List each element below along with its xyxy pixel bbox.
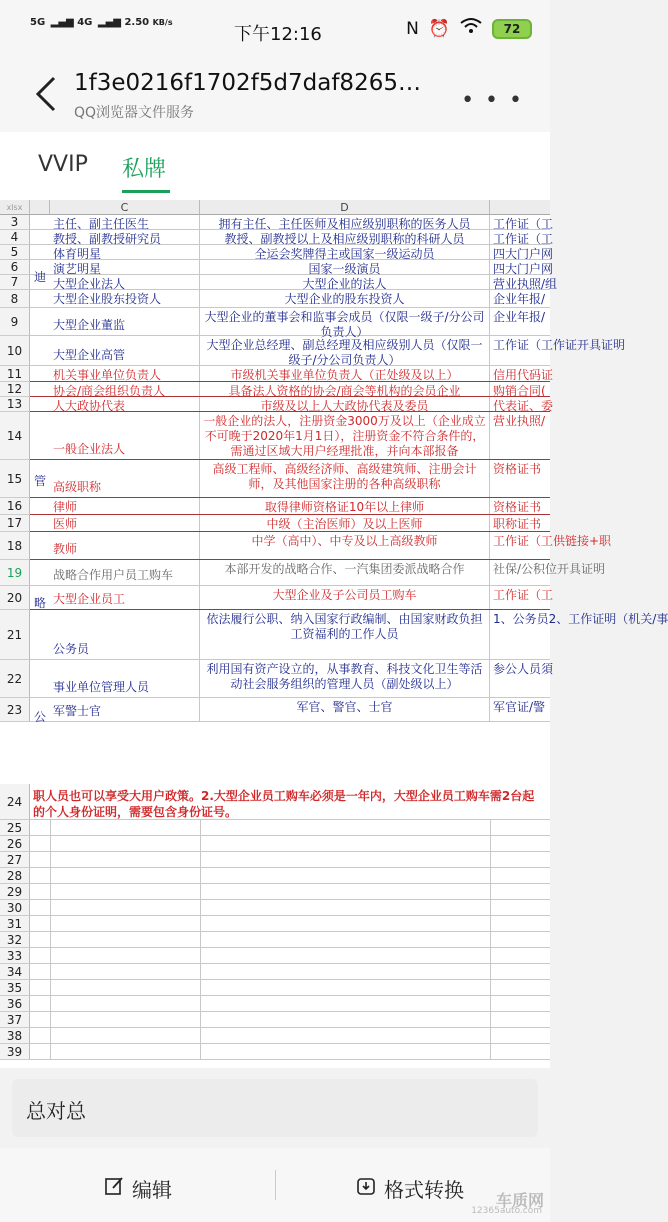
- network-5g-label: 5G: [30, 17, 46, 28]
- nfc-icon: N: [406, 18, 419, 39]
- cell-d[interactable]: 大型企业及子公司员工购车: [200, 586, 490, 609]
- table-row[interactable]: [30, 900, 550, 916]
- grid-line: [490, 868, 491, 884]
- side-label: 公: [33, 710, 46, 724]
- grid-line: [50, 1044, 51, 1060]
- cell-e[interactable]: 职称证书: [493, 517, 542, 531]
- note-line: 的个人身份证明，需要包含身份证号。: [33, 805, 238, 819]
- cell-e[interactable]: 工作证（工: [493, 232, 554, 246]
- col-header-c[interactable]: C: [50, 200, 200, 215]
- cell-c[interactable]: 大型企业股东投资人: [50, 290, 200, 307]
- table-row[interactable]: [30, 868, 550, 884]
- row-number[interactable]: 21: [0, 610, 30, 660]
- cell-d[interactable]: 高级工程师、高级经济师、高级建筑师、注册会计师，及其他国家注册的各种高级职称: [200, 460, 490, 497]
- row-number[interactable]: 15: [0, 460, 30, 498]
- edit-button[interactable]: [104, 1174, 172, 1203]
- grid-line: [200, 1012, 201, 1028]
- grid-line: [200, 1028, 201, 1044]
- grid-line: [50, 996, 51, 1012]
- cell-e[interactable]: 工作证（工: [493, 588, 554, 602]
- grid-line: [200, 900, 201, 916]
- row-number[interactable]: 14: [0, 412, 30, 460]
- grid-line: [50, 980, 51, 996]
- tab-private[interactable]: 私牌: [122, 157, 167, 182]
- row-number[interactable]: 18: [0, 532, 30, 560]
- cell-d[interactable]: 依法履行公职、纳入国家行政编制、由国家财政负担工资福利的工作人员: [200, 610, 490, 659]
- grid-line: [200, 948, 201, 964]
- status-icons: [406, 18, 532, 39]
- title-bar: [0, 56, 550, 132]
- cell-c[interactable]: 战略合作用户员工购车: [50, 560, 200, 585]
- row-number[interactable]: 33: [0, 948, 30, 964]
- cell-c[interactable]: 公务员: [50, 610, 200, 659]
- cell-d[interactable]: 取得律师资格证10年以上律师: [200, 498, 490, 514]
- cell-d[interactable]: 军官、警官、士官: [200, 698, 490, 721]
- row-number[interactable]: 16: [0, 498, 30, 515]
- row-number[interactable]: 5: [0, 245, 30, 260]
- row-number[interactable]: 26: [0, 836, 30, 852]
- cell-d[interactable]: 大型企业的股东投资人: [200, 290, 490, 307]
- cell-d[interactable]: 中学（高中）、中专及以上高级教师: [200, 532, 490, 559]
- table-row[interactable]: [30, 1044, 550, 1060]
- table-row[interactable]: [30, 498, 550, 515]
- network-indicator: [30, 18, 173, 28]
- grid-line: [200, 980, 201, 996]
- cell-e[interactable]: 社保/公积位开具证明: [493, 562, 606, 576]
- table-row[interactable]: [30, 230, 554, 246]
- grid-line: [490, 884, 491, 900]
- table-row[interactable]: [30, 980, 550, 996]
- grid-line: [200, 932, 201, 948]
- row-number[interactable]: 37: [0, 1012, 30, 1028]
- row-number[interactable]: 24: [0, 784, 30, 820]
- sheet-tab[interactable]: [12, 1079, 538, 1137]
- col-header-e[interactable]: [490, 200, 550, 215]
- grid-line: [200, 836, 201, 852]
- row-number[interactable]: 13: [0, 397, 30, 412]
- table-row[interactable]: [30, 560, 606, 586]
- table-row[interactable]: [30, 996, 550, 1012]
- grid-line: [50, 884, 51, 900]
- grid-line: [50, 852, 51, 868]
- cell-e[interactable]: 企业年报/: [493, 310, 546, 324]
- more-icon[interactable]: • • •: [461, 88, 524, 113]
- row-number[interactable]: 19: [0, 560, 30, 586]
- cell-d[interactable]: 教授、副教授以上及相应级别职称的科研人员: [200, 230, 490, 244]
- grid-line: [50, 900, 51, 916]
- grid-line: [50, 964, 51, 980]
- table-row[interactable]: [30, 532, 612, 560]
- toolbar-divider: [275, 1170, 276, 1200]
- table-row[interactable]: [30, 964, 550, 980]
- cell-c[interactable]: 演艺明星: [50, 260, 200, 274]
- row-number[interactable]: 36: [0, 996, 30, 1012]
- grid-line: [490, 980, 491, 996]
- cell-c[interactable]: 律师: [50, 498, 200, 514]
- grid-line: [490, 916, 491, 932]
- grid-line: [200, 996, 201, 1012]
- side-label: 略: [33, 596, 46, 610]
- row-number[interactable]: 7: [0, 275, 30, 290]
- row-number[interactable]: 39: [0, 1044, 30, 1060]
- cell-e[interactable]: 四大门户网: [493, 262, 554, 276]
- table-row[interactable]: [30, 336, 626, 367]
- cell-e[interactable]: 资格证书: [493, 500, 542, 514]
- cell-d[interactable]: 市级机关事业单位负责人（正处级及以上）: [200, 366, 490, 381]
- cell-c[interactable]: 大型企业法人: [50, 275, 200, 289]
- cell-d[interactable]: 全运会奖牌得主或国家一级运动员: [200, 245, 490, 259]
- cell-c[interactable]: 高级职称: [50, 460, 200, 497]
- table-row[interactable]: [30, 412, 550, 460]
- tab-bar: [0, 132, 550, 200]
- row-number[interactable]: 17: [0, 515, 30, 532]
- grid-line: [490, 964, 491, 980]
- table-row[interactable]: [30, 245, 554, 261]
- cell-e[interactable]: 信用代码证: [493, 368, 554, 382]
- cell-e[interactable]: 工作证（工: [493, 217, 554, 231]
- grid-line: [490, 836, 491, 852]
- back-icon[interactable]: [32, 74, 60, 114]
- cell-c[interactable]: 军警士官: [50, 698, 200, 721]
- table-row[interactable]: [30, 586, 554, 610]
- table-row[interactable]: [30, 460, 550, 498]
- table-row[interactable]: [30, 852, 550, 868]
- cell-d[interactable]: 大型企业的董事会和监事会成员（仅限一级子/分公司负责人）: [200, 308, 490, 335]
- cell-c[interactable]: 人大政协代表: [50, 397, 200, 411]
- grid-line: [50, 1028, 51, 1044]
- cell-e[interactable]: 代表证、委: [493, 399, 554, 413]
- cell-c[interactable]: 一般企业法人: [50, 412, 200, 459]
- cell-c[interactable]: 大型企业高管: [50, 336, 200, 365]
- row-number[interactable]: 38: [0, 1028, 30, 1044]
- side-label: 迪: [33, 270, 46, 284]
- grid-line: [490, 948, 491, 964]
- table-row[interactable]: [30, 215, 554, 231]
- cell-d[interactable]: 市级及以上人大政协代表及委员: [200, 397, 490, 411]
- cell-d[interactable]: 国家一级演员: [200, 260, 490, 274]
- row-number[interactable]: 28: [0, 868, 30, 884]
- cell-e[interactable]: 工作证（工供链接+职: [493, 534, 612, 548]
- table-row[interactable]: [30, 1028, 550, 1044]
- row-number[interactable]: 8: [0, 290, 30, 308]
- cell-c[interactable]: 教授、副教授研究员: [50, 230, 200, 244]
- tab-underline: [122, 190, 170, 193]
- grid-line: [490, 996, 491, 1012]
- convert-icon: [356, 1176, 376, 1201]
- grid-line: [50, 916, 51, 932]
- cell-d[interactable]: 具备法人资格的协会/商会等机构的会员企业: [200, 382, 490, 396]
- cell-e[interactable]: 1、公务员2、工作证明（机关/事: [493, 612, 668, 626]
- row-number[interactable]: 27: [0, 852, 30, 868]
- clock: 下午12:16: [234, 24, 322, 45]
- grid-line: [200, 820, 201, 836]
- row-number[interactable]: 6: [0, 260, 30, 275]
- cell-e[interactable]: 军官证/警: [493, 700, 546, 714]
- convert-label: 格式转换: [384, 1178, 464, 1202]
- grid-line: [490, 932, 491, 948]
- row-number[interactable]: 22: [0, 660, 30, 698]
- grid-line: [200, 964, 201, 980]
- cell-d[interactable]: 一般企业的法人，注册资金3000万及以上（企业成立不可晚于2020年1月1日），注册资金不符合条件的，需通过区域大用户经理批准，并向本部报备: [200, 412, 490, 459]
- row-number[interactable]: 35: [0, 980, 30, 996]
- row-number[interactable]: 30: [0, 900, 30, 916]
- table-row[interactable]: [30, 948, 550, 964]
- table-row[interactable]: [30, 698, 550, 722]
- table-row[interactable]: [30, 820, 550, 836]
- grid-line: [50, 1012, 51, 1028]
- edit-icon: [104, 1176, 124, 1201]
- cell-c[interactable]: 机关事业单位负责人: [50, 366, 200, 381]
- cell-c[interactable]: 教师: [50, 532, 200, 559]
- row-number[interactable]: 20: [0, 586, 30, 610]
- bottom-toolbar: [0, 1148, 550, 1222]
- alarm-icon: ⏰: [428, 18, 450, 39]
- cell-e[interactable]: 企业年报/: [493, 292, 546, 306]
- table-row[interactable]: [30, 660, 554, 698]
- table-row[interactable]: [30, 836, 550, 852]
- grid-line: [200, 868, 201, 884]
- file-subtitle: QQ浏览器文件服务: [74, 105, 195, 121]
- cell-d[interactable]: 本部开发的战略合作、一汽集团委派战略合作: [200, 560, 490, 585]
- grid-line: [490, 1012, 491, 1028]
- col-header-b[interactable]: [30, 200, 50, 215]
- row-number[interactable]: 29: [0, 884, 30, 900]
- grid-line: [490, 1044, 491, 1060]
- grid-line: [50, 836, 51, 852]
- table-row[interactable]: [30, 515, 550, 532]
- status-bar: [0, 0, 550, 56]
- grid-line: [200, 852, 201, 868]
- table-row[interactable]: [30, 1012, 550, 1028]
- col-header-d[interactable]: D: [200, 200, 490, 215]
- signal-icon: ▂▄▆: [97, 17, 121, 28]
- grid-line: [200, 916, 201, 932]
- cell-d[interactable]: 大型企业的法人: [200, 275, 490, 289]
- grid-line: [50, 820, 51, 836]
- sheet-name: 总对总: [26, 1099, 86, 1123]
- table-row[interactable]: [30, 308, 550, 339]
- cell-c[interactable]: 医师: [50, 515, 200, 531]
- table-row[interactable]: [30, 610, 668, 660]
- cell-e[interactable]: 营业执照/: [493, 414, 546, 428]
- watermark-url: 12365auto.com: [471, 1206, 542, 1216]
- battery-icon: 72: [492, 19, 532, 39]
- cell-c[interactable]: 大型企业员工: [50, 586, 200, 609]
- cell-e[interactable]: 工作证（工作证开具证明: [493, 338, 626, 352]
- row-number[interactable]: 31: [0, 916, 30, 932]
- cell-e[interactable]: 资格证书: [493, 462, 542, 476]
- row-number[interactable]: 10: [0, 336, 30, 366]
- row-number[interactable]: 9: [0, 308, 30, 336]
- cell-d[interactable]: 大型企业总经理、副总经理及相应级别人员（仅限一级子/分公司负责人）: [200, 336, 490, 365]
- cell-d[interactable]: 拥有主任、主任医师及相应级别职称的医务人员: [200, 215, 490, 229]
- cell-d[interactable]: 利用国有资产设立的，从事教育、科技文化卫生等活动社会服务组织的管理人员（副处级以上）: [200, 660, 490, 697]
- grid-line: [490, 900, 491, 916]
- cell-e[interactable]: 参公人员須: [493, 662, 554, 676]
- row-number[interactable]: 4: [0, 230, 30, 245]
- edit-label: 编辑: [132, 1178, 172, 1202]
- cell-c[interactable]: 大型企业董监: [50, 308, 200, 335]
- table-row[interactable]: [30, 382, 550, 397]
- table-row[interactable]: [30, 260, 554, 276]
- wifi-icon: [460, 18, 482, 39]
- cell-c[interactable]: 体育明星: [50, 245, 200, 259]
- grid-line: [490, 820, 491, 836]
- table-row[interactable]: [30, 916, 550, 932]
- table-row[interactable]: [30, 366, 554, 382]
- row-number[interactable]: 3: [0, 215, 30, 230]
- row-number[interactable]: 25: [0, 820, 30, 836]
- table-row[interactable]: [30, 290, 550, 308]
- tab-vvip[interactable]: VVIP: [38, 152, 88, 177]
- cell-e[interactable]: 四大门户网: [493, 247, 554, 261]
- spreadsheet[interactable]: [0, 200, 668, 1068]
- grid-line: [490, 852, 491, 868]
- convert-format-button[interactable]: [356, 1174, 464, 1203]
- grid-line: [50, 868, 51, 884]
- grid-line: [50, 948, 51, 964]
- table-row[interactable]: [30, 275, 558, 291]
- corner-cell: xlsx: [0, 200, 30, 215]
- network-4g-label: 4G: [77, 17, 93, 28]
- net-speed-unit: KB/s: [152, 18, 173, 27]
- watermark-logo: 车质网: [495, 1191, 544, 1210]
- cell-c[interactable]: 协会/商会组织负责人: [50, 382, 200, 396]
- grid-line: [200, 1044, 201, 1060]
- table-row[interactable]: [30, 784, 550, 820]
- cell-c[interactable]: 事业单位管理人员: [50, 660, 200, 697]
- row-number[interactable]: 34: [0, 964, 30, 980]
- cell-e[interactable]: 购销合同(: [493, 384, 546, 398]
- table-row[interactable]: [30, 397, 554, 413]
- cell-e[interactable]: 营业执照/组: [493, 277, 558, 291]
- row-number[interactable]: 11: [0, 366, 30, 382]
- grid-line: [50, 932, 51, 948]
- row-number[interactable]: 23: [0, 698, 30, 722]
- side-label: 管: [33, 474, 46, 488]
- file-title: 1f3e0216f1702f5d7daf8265…: [74, 70, 421, 96]
- row-number[interactable]: 32: [0, 932, 30, 948]
- note-line: 职人员也可以享受大用户政策。2.大型企业员工购车必须是一年内，大型企业员工购车需2台起: [33, 789, 535, 803]
- cell-c[interactable]: 主任、副主任医生: [50, 215, 200, 229]
- grid-line: [200, 884, 201, 900]
- cell-d[interactable]: 中级（主治医师）及以上医师: [200, 515, 490, 531]
- table-row[interactable]: [30, 884, 550, 900]
- signal-icon: ▂▄▆: [50, 17, 74, 28]
- table-row[interactable]: [30, 932, 550, 948]
- row-number[interactable]: 12: [0, 382, 30, 397]
- net-speed: 2.50: [124, 17, 150, 28]
- grid-line: [490, 1028, 491, 1044]
